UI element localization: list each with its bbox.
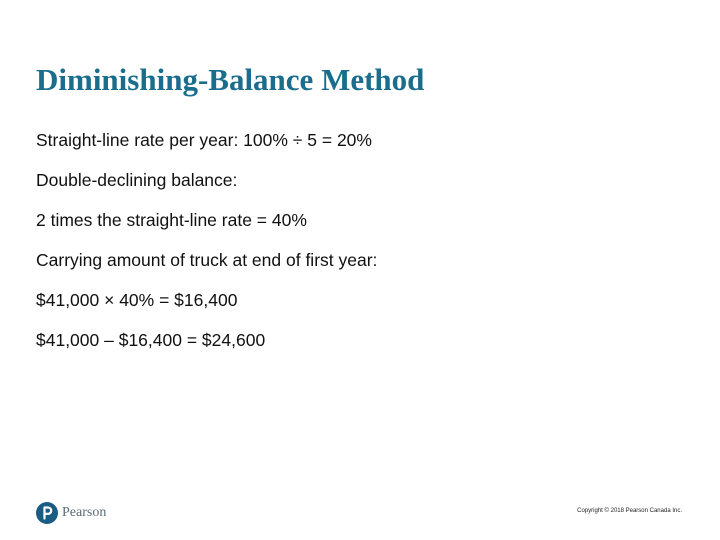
slide-body: [36, 126, 377, 366]
pearson-logo: [36, 502, 106, 524]
body-line: $41,000 – $16,400 = $24,600: [36, 330, 266, 350]
slide-title: Diminishing-Balance Method: [36, 62, 425, 97]
logo-text: Pearson: [62, 505, 107, 520]
body-line: 2 times the straight-line rate = 40%: [36, 210, 307, 230]
body-line: Carrying amount of truck at end of first year:: [36, 250, 378, 270]
body-line: Double-declining balance:: [36, 170, 238, 190]
copyright-notice: Copyright © 2018 Pearson Canada Inc.: [577, 508, 682, 514]
body-line: $41,000 × 40% = $16,400: [36, 290, 238, 310]
pearson-logo-icon: [36, 502, 58, 524]
body-line: Straight-line rate per year: 100% ÷ 5 = 20%: [36, 130, 372, 150]
